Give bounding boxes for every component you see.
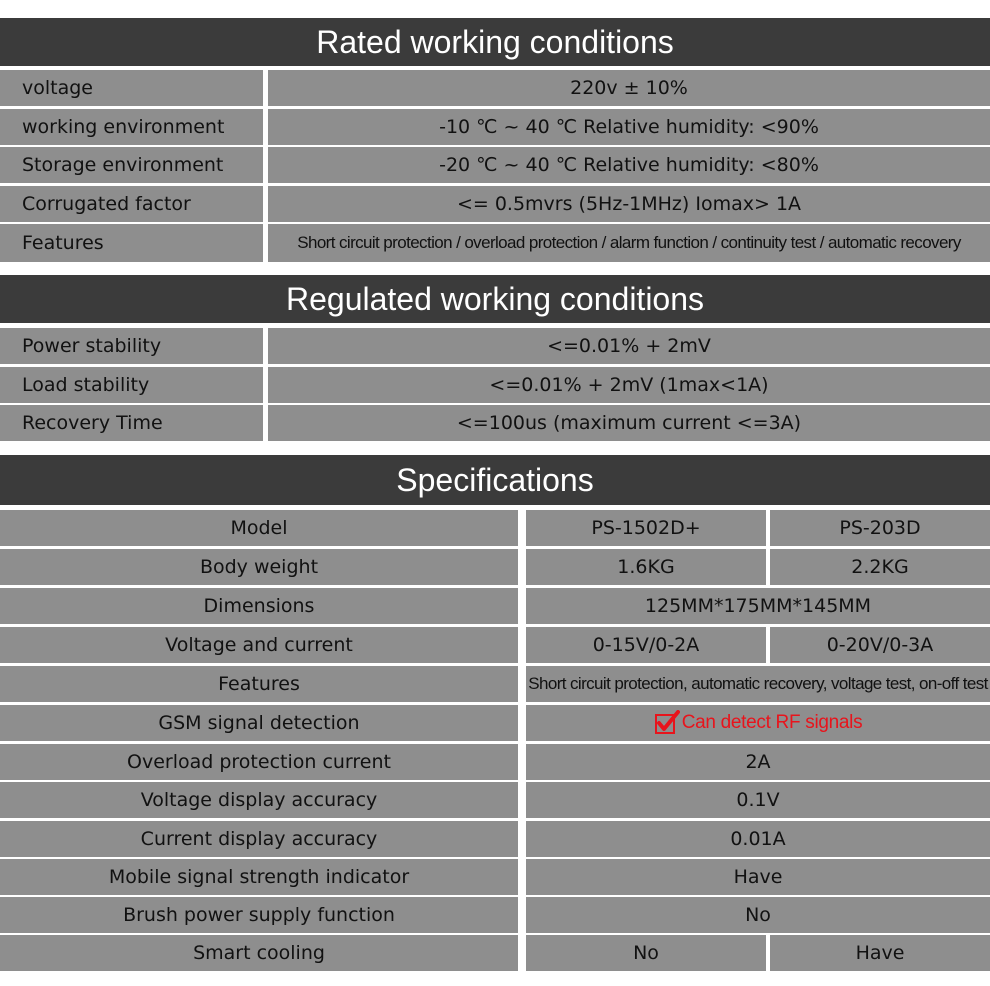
row-label: voltage xyxy=(0,70,263,106)
table-row xyxy=(0,935,990,971)
spec-label: GSM signal detection xyxy=(0,705,518,741)
spec-label: Model xyxy=(0,510,518,546)
table-row xyxy=(0,782,990,818)
model-b: PS-203D xyxy=(770,510,990,546)
spec-value: 2A xyxy=(526,744,990,780)
row-value: -10 ℃ ~ 40 ℃ Relative humidity: <90% xyxy=(268,109,990,145)
table-row xyxy=(0,897,990,933)
row-label: working environment xyxy=(0,109,263,145)
rated-section-title: Rated working conditions xyxy=(0,18,990,66)
table-row xyxy=(0,859,990,895)
row-label: Storage environment xyxy=(0,147,263,183)
table-row xyxy=(0,510,990,546)
row-value: <=0.01% + 2mV (1max<1A) xyxy=(268,367,990,403)
row-value: Short circuit protection / overload protection / alarm function / continuity test / automatic recovery xyxy=(268,224,990,262)
regulated-section-title: Regulated working conditions xyxy=(0,275,990,323)
row-value: <=100us (maximum current <=3A) xyxy=(268,405,990,441)
row-label: Features xyxy=(0,224,263,262)
table-row xyxy=(0,821,990,857)
spec-label: Overload protection current xyxy=(0,744,518,780)
weight-b: 2.2KG xyxy=(770,549,990,585)
row-value: <= 0.5mvrs (5Hz-1MHz) Iomax> 1A xyxy=(268,186,990,222)
table-row xyxy=(0,405,990,441)
table-row xyxy=(0,224,990,262)
table-row xyxy=(0,705,990,741)
specs-section-title: Specifications xyxy=(0,455,990,505)
spec-label: Brush power supply function xyxy=(0,897,518,933)
spec-label: Smart cooling xyxy=(0,935,518,971)
row-label: Recovery Time xyxy=(0,405,263,441)
spec-value xyxy=(526,705,990,741)
row-label: Corrugated factor xyxy=(0,186,263,222)
table-row xyxy=(0,627,990,663)
spec-value: 0.01A xyxy=(526,821,990,857)
spec-label: Dimensions xyxy=(0,588,518,624)
model-a: PS-1502D+ xyxy=(526,510,766,546)
row-value: 220v ± 10% xyxy=(268,70,990,106)
table-row xyxy=(0,367,990,403)
cooling-b: Have xyxy=(770,935,990,971)
row-label: Power stability xyxy=(0,328,263,364)
spec-value: Have xyxy=(526,859,990,895)
spec-label: Voltage display accuracy xyxy=(0,782,518,818)
rf-signal-text: Can detect RF signals xyxy=(681,712,863,733)
table-row xyxy=(0,744,990,780)
spec-value: No xyxy=(526,897,990,933)
spec-label: Voltage and current xyxy=(0,627,518,663)
row-value: -20 ℃ ~ 40 ℃ Relative humidity: <80% xyxy=(268,147,990,183)
table-row xyxy=(0,186,990,222)
voltage-current-b: 0-20V/0-3A xyxy=(770,627,990,663)
table-row xyxy=(0,549,990,585)
row-value: <=0.01% + 2mV xyxy=(268,328,990,364)
table-row xyxy=(0,147,990,183)
rf-signal-note xyxy=(654,710,863,736)
table-row xyxy=(0,70,990,106)
spec-value: 0.1V xyxy=(526,782,990,818)
table-row xyxy=(0,666,990,702)
spec-label: Features xyxy=(0,666,518,702)
row-label: Load stability xyxy=(0,367,263,403)
table-row xyxy=(0,109,990,145)
spec-value: Short circuit protection, automatic recovery, voltage test, on-off test xyxy=(526,666,990,702)
voltage-current-a: 0-15V/0-2A xyxy=(526,627,766,663)
cooling-a: No xyxy=(526,935,766,971)
table-row xyxy=(0,328,990,364)
spec-value: 125MM*175MM*145MM xyxy=(526,588,990,624)
weight-a: 1.6KG xyxy=(526,549,766,585)
red-checkbox-icon xyxy=(654,710,680,736)
spec-label: Body weight xyxy=(0,549,518,585)
table-row xyxy=(0,588,990,624)
spec-label: Mobile signal strength indicator xyxy=(0,859,518,895)
spec-label: Current display accuracy xyxy=(0,821,518,857)
